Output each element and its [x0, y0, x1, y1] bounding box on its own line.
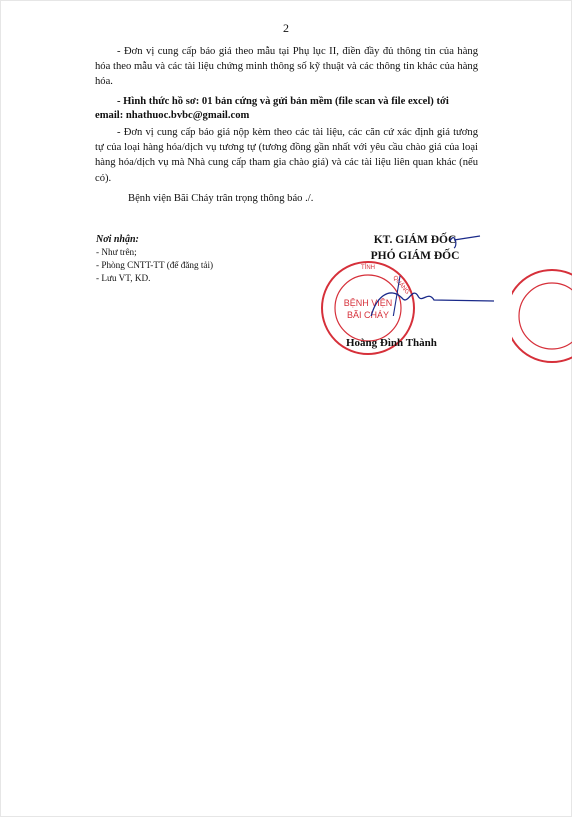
- handwritten-signature: [330, 226, 500, 316]
- stamp-text-right: QUẢNG: [391, 274, 411, 296]
- partial-stamp: [512, 266, 572, 366]
- paragraph-quote-form: - Đơn vị cung cấp báo giá theo mẫu tại Phụ lục II, điền đầy đủ thông tin của hàng hóa theo mẫu và các tài liệu chứng minh thông số kỹ thuật và các thông tin khác của hàng hóa.: [95, 46, 478, 88]
- paragraph-submission-form: - Hình thức hồ sơ: 01 bản cứng và gửi bản mềm (file scan và file excel) tới: [117, 96, 449, 107]
- recipients-block: [96, 233, 213, 285]
- signer-name: Hoàng Đình Thành: [346, 337, 437, 349]
- stamp-center-line1: BỆNH VIỆN: [343, 298, 393, 308]
- recipient-item: - Phòng CNTT-TT (để đăng tải): [96, 260, 214, 270]
- signature-title-line2: PHÓ GIÁM ĐỐC: [370, 250, 460, 262]
- body-paragraph-1: [95, 44, 478, 90]
- recipient-item: - Lưu VT, KD.: [96, 273, 151, 283]
- body-paragraph-3: [95, 125, 478, 186]
- closing-line: Bệnh viện Bãi Cháy trân trọng thông báo ./.: [128, 193, 314, 204]
- stamp-text-top: TỈNH: [361, 265, 375, 271]
- recipient-item: - Như trên;: [96, 247, 137, 257]
- page-number: 2: [283, 21, 289, 35]
- recipients-heading: Nơi nhận:: [96, 234, 139, 245]
- paragraph-attachments: - Đơn vị cung cấp báo giá nộp kèm theo các tài liệu, các căn cứ xác định giá tương tự của loại hàng hóa/dịch vụ tương tự (tương đồng gần nhất với yêu cầu chào giá của loại hàng hóa/dịch vụ mà Nhà cung cấp tham gia chào giá) và các tài liệu liên quan khác (nếu có).: [95, 127, 478, 184]
- stamp-center-line2: BÃI CHÁY: [346, 310, 390, 320]
- email-line: email: nhathuoc.bvbc@gmail.com: [95, 110, 250, 121]
- signature-title-line1: KT. GIÁM ĐỐC: [373, 234, 457, 246]
- body-paragraph-2: [95, 94, 478, 109]
